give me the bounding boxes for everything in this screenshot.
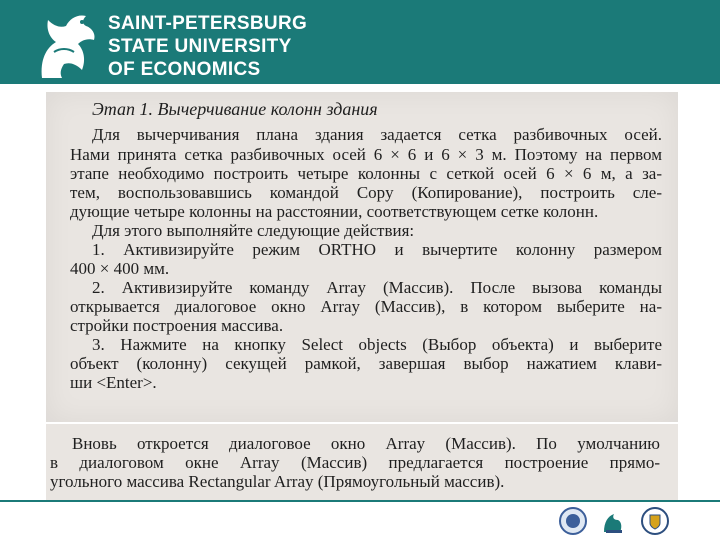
document-body-main	[70, 145, 662, 392]
paragraph-1-line: дующие четыре колонны на расстоянии, соответствующем сетке колонн.	[70, 202, 599, 221]
paragraph-3-line: угольного массива Rectangular Array (Прямоугольный массив).	[50, 472, 505, 491]
paragraph-1-line: этапе необходимо построить четыре колонны с сеткой осей 6 × 6 м, а за-	[70, 164, 662, 183]
footer-divider	[0, 500, 720, 502]
university-seal-icon	[558, 506, 588, 536]
paragraph-3-line: Вновь откроется диалоговое окно Array (Массив). По умолчанию	[72, 434, 660, 453]
paragraph-1	[92, 125, 662, 144]
finec-emblem-icon	[598, 506, 628, 536]
step-1-line: 400 × 400 мм.	[70, 259, 170, 278]
document-body	[92, 100, 662, 144]
paragraph-1-line: Для вычерчивания плана здания задается сетка разбивочных осей.	[92, 125, 662, 144]
griffin-logo-icon	[30, 8, 100, 82]
university-name-line2: STATE UNIVERSITY	[108, 36, 292, 57]
university-name	[108, 12, 307, 81]
step-3-line: объект (колонну) секущей рамкой, завершая выбор нажатием клави-	[70, 354, 662, 373]
paragraph-1-line: Нами принята сетка разбивочных осей 6 × 6 и 6 × 3 м. Поэтому на первом	[70, 145, 662, 164]
university-name-line1: SAINT-PETERSBURG	[108, 13, 308, 34]
step-1-line: 1. Активизируйте режим ORTHO и вычертите колонну размером	[92, 240, 662, 259]
crest-seal-icon	[640, 506, 670, 536]
step-2-line: открывается диалоговое окно Array (Массив), в котором выберите на-	[70, 297, 662, 316]
step-3-line: ши <Enter>.	[70, 373, 157, 392]
section-heading: Этап 1. Вычерчивание колонн здания	[92, 99, 378, 119]
university-name-line3: OF ECONOMICS	[108, 59, 261, 80]
paragraph-2: Для этого выполняйте следующие действия:	[92, 221, 415, 240]
document-body-bottom	[50, 434, 660, 491]
step-2-line: стройки построения массива.	[70, 316, 284, 335]
paragraph-3-line: в диалоговом окне Array (Массив) предлагается построение прямо-	[50, 453, 660, 472]
step-2-line: 2. Активизируйте команду Array (Массив). После вызова команды	[92, 278, 662, 297]
paragraph-1-line: тем, воспользовавшись командой Copy (Копирование), построить сле-	[70, 183, 662, 202]
header-banner	[0, 0, 720, 90]
step-3-line: 3. Нажмите на кнопку Select objects (Выбор объекта) и выберите	[92, 335, 662, 354]
